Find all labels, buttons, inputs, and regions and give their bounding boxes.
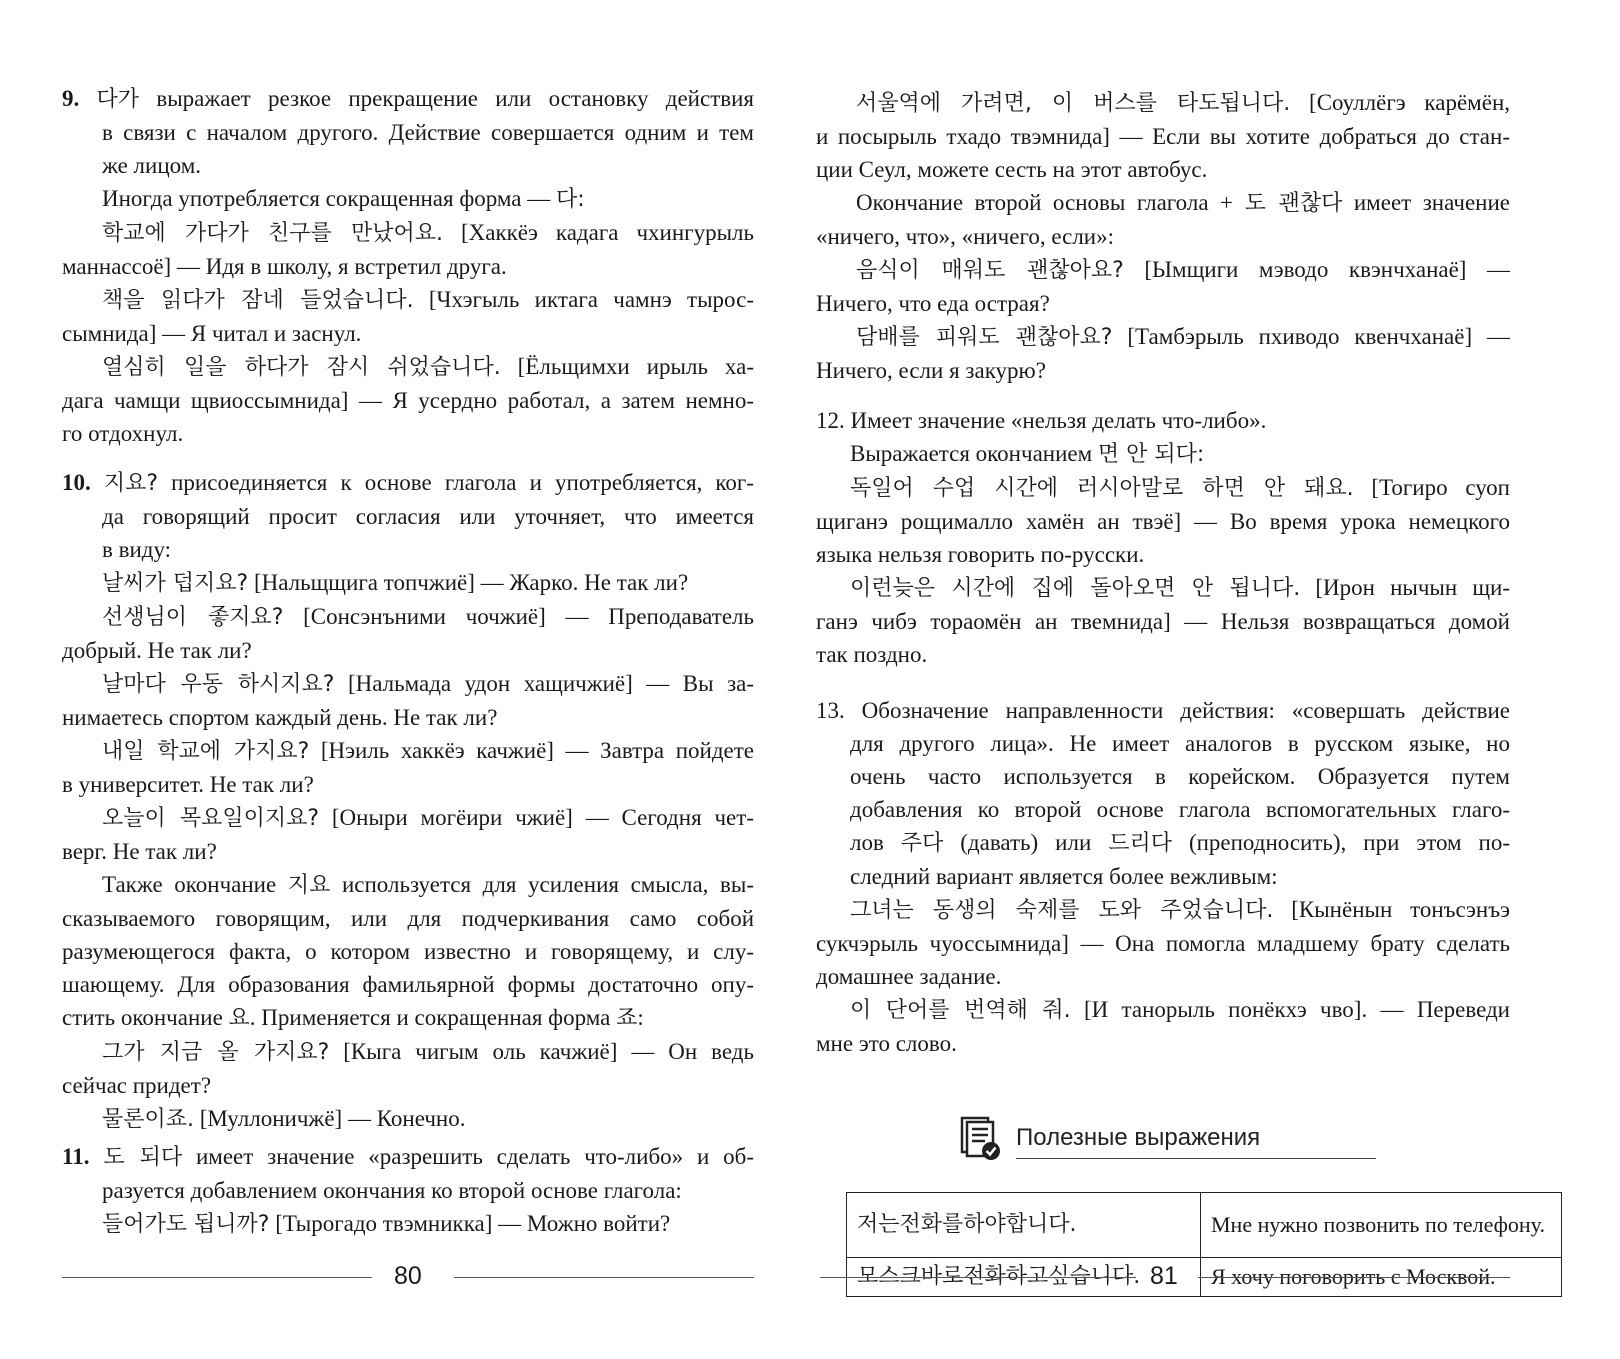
text-line: добавления ко второй основе глагола вспомогательных глаго- — [850, 797, 1510, 822]
example-line: 선생님이 좋지요? [Сонсэнъними чочжиё] — Преподаватель — [102, 604, 754, 630]
korean-phrase-cell: 모스크바로전화하고싶습니다. — [847, 1258, 1201, 1297]
text-line: «ничего, что», «ничего, если»: — [816, 224, 1114, 249]
example-line: 오늘이 목요일이지요? [Оныри могёири чжиё] — Сегодня чет- — [102, 805, 754, 831]
text-line: Выражается окончанием 면 안 되다: — [850, 441, 1205, 467]
footer-rule-left — [62, 1277, 372, 1278]
korean-phrase-cell: 저는전화를하야합니다. — [847, 1193, 1201, 1258]
text-line: в виду: — [102, 537, 172, 562]
text-line: разуется добавлением окончания ко второй основе глагола: — [102, 1178, 682, 1203]
text-line: и посырыль тхадо твэмнида] — Если вы хотите добраться до стан- — [816, 124, 1510, 149]
translation-cell: Я хочу поговорить с Москвой. — [1201, 1258, 1562, 1297]
text-line: щиганэ рощималло хамён ан твэё] — Во время урока немецкого — [816, 509, 1510, 534]
text-line: 12. Имеет значение «нельзя делать что-либо». — [816, 408, 1267, 433]
text-line: разумеющегося факта, о котором известно и говорящему, и слу- — [62, 939, 754, 964]
useful-phrases-title: Полезные выражения — [1016, 1124, 1261, 1151]
useful-phrases-header — [958, 1116, 1378, 1166]
text-line: добрый. Не так ли? — [62, 638, 252, 663]
section-11 — [62, 1140, 754, 1241]
text-line: ганэ чибэ тораомён ан твемнида] — Нельзя возвращаться домой — [816, 609, 1510, 634]
text-line: для другого лица». Не имеет аналогов в русском языке, но — [850, 731, 1510, 756]
text-line: дага чамщи щвиоссымнида] — Я усердно работал, а затем немно- — [62, 388, 754, 413]
text-line: сейчас придет? — [62, 1073, 212, 1098]
text-line: сказываемого говорящим, или для подчеркивания само собой — [62, 906, 754, 931]
text-line: очень часто используется в корейском. Образуется путем — [850, 764, 1510, 789]
text-line: нимаетесь спортом каждый день. Не так ли? — [62, 705, 498, 730]
text-line: языка нельзя говорить по-русски. — [816, 542, 1145, 567]
footer-rule-right — [454, 1277, 754, 1278]
example-line: 그가 지금 올 가지요? [Кыга чигым оль качжиё] — Он ведь — [102, 1039, 754, 1065]
text-line: домашнее задание. — [816, 964, 1002, 989]
text-line: в связи с началом другого. Действие совершается одним и тем — [102, 120, 754, 145]
page-81 — [810, 0, 1620, 1359]
text-line: ции Сеул, можете сесть на этот автобус. — [816, 157, 1208, 182]
text-line: да говорящий просит согласия или уточняет, что имеется — [102, 504, 754, 529]
text-line: так поздно. — [816, 642, 928, 667]
example-line: 물론이죠. [Муллоничжё] — Конечно. — [102, 1106, 466, 1132]
text-line: Иногда употребляется сокращенная форма — 다: — [102, 186, 585, 212]
page-number: 81 — [1150, 1262, 1178, 1290]
footer-rule-left — [820, 1277, 1136, 1278]
example-line: 내일 학교에 가지요? [Нэиль хаккёэ качжиё] — Завтра пойдете — [102, 738, 754, 764]
section-13 — [816, 694, 1510, 1060]
text-line: 9. 다가 выражает резкое прекращение или остановку действия — [62, 86, 754, 112]
example-line: 서울역에 가려면, 이 버스를 타도됩니다. [Соуллёгэ карёмён, — [856, 90, 1510, 116]
example-line: 날마다 우동 하시지요? [Нальмада удон хащичжиё] — Вы за- — [102, 671, 754, 697]
example-line: 열심히 일을 하다가 잠시 쉬었습니다. [Ёльщимхи ирыль ха- — [102, 354, 754, 380]
text-line: стить окончание 요. Применяется и сокращенная форма 죠: — [62, 1005, 644, 1031]
section-11-continued — [816, 86, 1510, 387]
text-line: 10. 지요? присоединяется к основе глагола и употребляется, ког- — [62, 470, 754, 496]
text-line: го отдохнул. — [62, 421, 184, 446]
example-line: 그녀는 동생의 숙제를 도와 주었습니다. [Кынёнын тонъсэнъэ — [850, 897, 1510, 923]
text-line: маннассоё] — Идя в школу, я встретил друга. — [62, 254, 507, 279]
text-line: мне это слово. — [816, 1031, 957, 1056]
example-line: 음식이 매워도 괜찮아요? [Ымщиги мэводо квэнчханаё] — — [856, 257, 1510, 283]
text-line: 13. Обозначение направленности действия: «совершать действие — [816, 698, 1510, 723]
section-12 — [816, 404, 1510, 671]
example-line: 이 단어를 번역해 줘. [И танорыль понёкхэ чво]. — Переведи — [850, 997, 1510, 1023]
text-line: следний вариант является более вежливым: — [850, 864, 1278, 889]
text-line: Окончание второй основы глагола + 도 괜찮다 имеет значение — [856, 190, 1510, 216]
example-line: 독일어 수업 시간에 러시아말로 하면 안 돼요. [Тогиро суоп — [850, 475, 1510, 501]
text-line: шающему. Для образования фамильярной формы достаточно опу- — [62, 972, 754, 997]
text-line: Ничего, что еда острая? — [816, 291, 1050, 316]
example-line: 책을 읽다가 잠네 들었습니다. [Чхэгыль иктага чамнэ тырос- — [102, 287, 754, 313]
example-line: 학교에 가다가 친구를 만났어요. [Хаккёэ кадага чхингурыль — [102, 220, 754, 246]
text-line: Также окончание 지요 используется для усиления смысла, вы- — [102, 872, 754, 898]
text-line: Ничего, если я закурю? — [816, 358, 1046, 383]
example-line: 담배를 피워도 괜찮아요? [Тамбэрыль пхиводо квенчханаё] — — [856, 324, 1510, 350]
example-line: 이런늦은 시간에 집에 돌아오면 안 됩니다. [Ирон нычын щи- — [850, 575, 1510, 601]
page-number: 80 — [394, 1262, 422, 1290]
checklist-document-icon — [958, 1116, 1002, 1167]
text-line: сымнида] — Я читал и заснул. — [62, 321, 362, 346]
footer-rule-right — [1198, 1277, 1510, 1278]
text-line: верг. Не так ли? — [62, 839, 217, 864]
text-line: сукчэрыль чуоссымнида] — Она помогла младшему брату сделать — [816, 931, 1510, 956]
text-line: 11. 도 되다 имеет значение «разрешить сделать что-либо» и об- — [62, 1144, 754, 1170]
section-9 — [62, 82, 754, 450]
translation-cell: Мне нужно позвонить по телефону. — [1201, 1193, 1562, 1258]
title-underline — [1016, 1158, 1376, 1159]
text-line: в университет. Не так ли? — [62, 772, 314, 797]
example-line: 날씨가 덥지요? [Нальщщига топчжиё] — Жарко. Не так ли? — [102, 570, 689, 596]
section-10 — [62, 466, 754, 1136]
table-row — [847, 1193, 1562, 1258]
useful-phrases-table — [846, 1192, 1562, 1297]
text-line: лов 주다 (давать) или 드리다 (преподносить), при этом по- — [850, 830, 1510, 856]
example-line: 들어가도 됩니까? [Тырогадо твэмникка] — Можно войти? — [102, 1211, 671, 1237]
text-line: же лицом. — [102, 153, 202, 178]
